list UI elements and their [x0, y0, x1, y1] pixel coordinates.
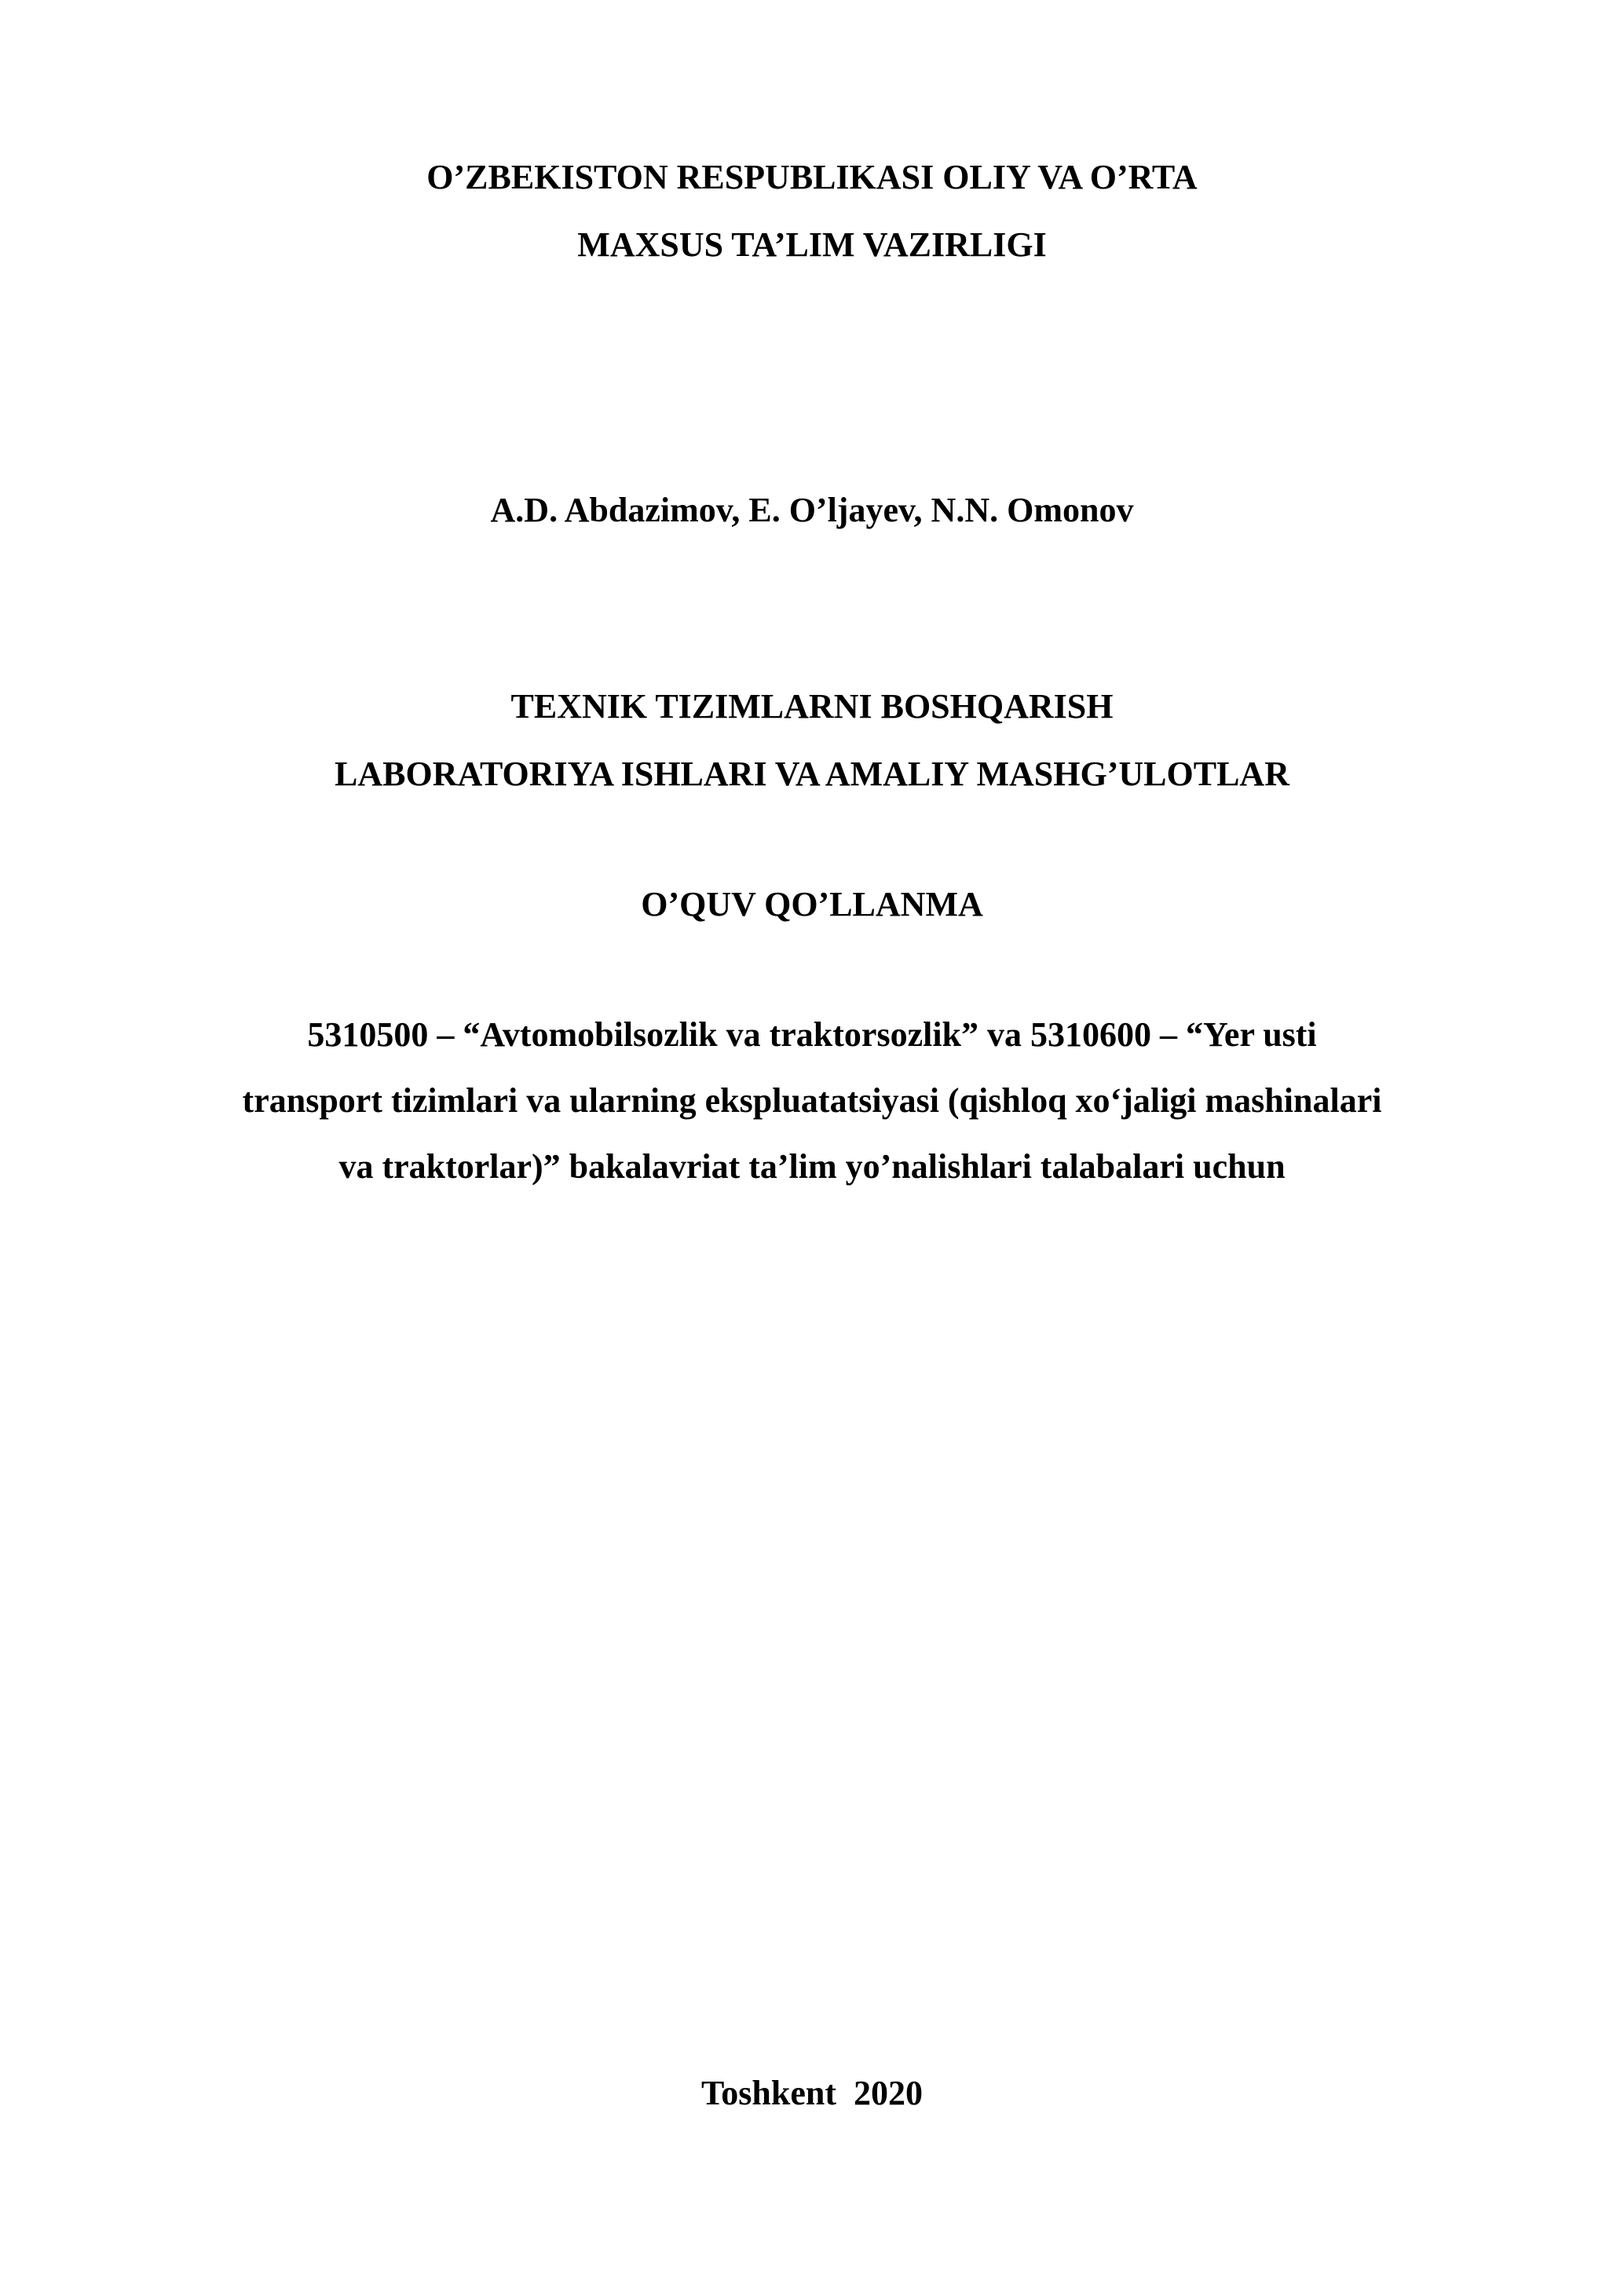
specialties-line-3: va traktorlar)” bakalavriat ta’lim yo’nalishlari talabalari uchun [338, 1147, 1286, 1186]
document-type: O’QUV QO’LLANMA [641, 885, 983, 923]
authors: A.D. Abdazimov, E. O’ljayev, N.N. Omonov [490, 491, 1134, 529]
book-title-line-2: LABORATORIYA ISHLARI VA AMALIY MASHG’ULOTLAR [335, 755, 1289, 793]
ministry-line-2: MAXSUS TA’LIM VAZIRLIGI [577, 225, 1047, 264]
ministry-line-1: O’ZBEKISTON RESPUBLIKASI OLIY VA O’RTA [426, 158, 1198, 196]
specialties-line-1: 5310500 – “Avtomobilsozlik va traktorsozlik” va 5310600 – “Yer usti [307, 1015, 1317, 1054]
specialties-line-2: transport tizimlari va ularning ekspluatatsiyasi (qishloq xo‘jaligi mashinalari [242, 1081, 1382, 1120]
book-title-line-1: TEXNIK TIZIMLARNI BOSHQARISH [510, 687, 1114, 726]
place-year: Toshkent 2020 [700, 2074, 924, 2112]
